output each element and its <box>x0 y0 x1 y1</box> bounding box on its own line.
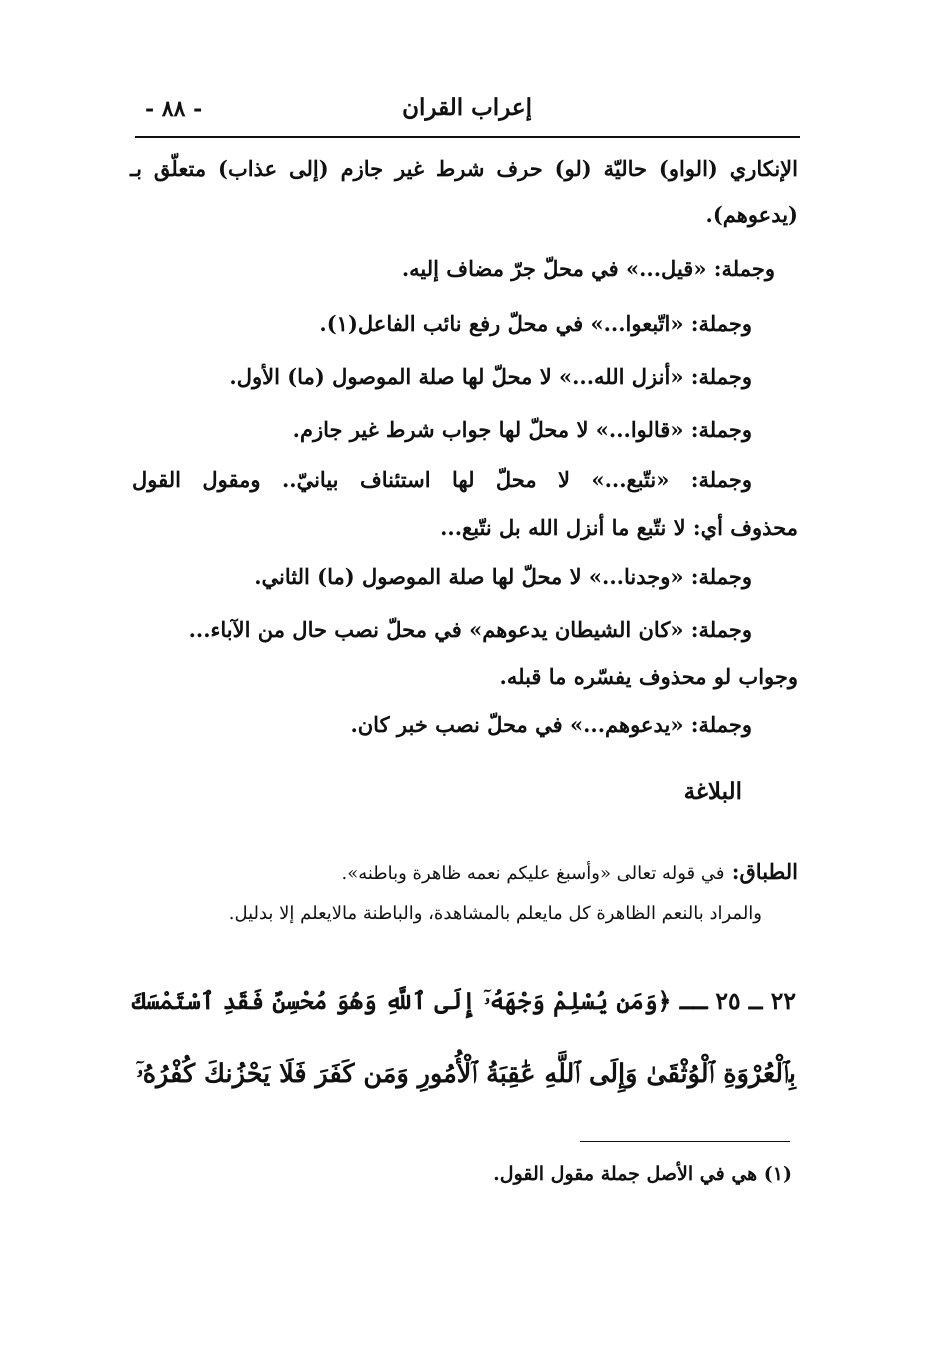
body-line: (يدعوهم). <box>705 202 798 227</box>
body-line: وجملة: «كان الشيطان يدعوهم» في محلّ نصب حال من الآباء... <box>188 617 752 642</box>
quran-verse-line-1: ٢٢ ــ ٢٥ ــ ﴿وَمَن يُسْلِمْ وَجْهَهُۥٓ إِلَى ٱللَّهِ وَهُوَ مُحْسِنٌ فَقَدِ ٱسْتَمْسَكَ <box>131 987 796 1015</box>
quran-verse-line-2: بِٱلْعُرْوَةِ ٱلْوُثْقَىٰ وَإِلَى ٱللَّهِ عَٰقِبَةُ ٱلْأُمُورِ وَمَن كَفَرَ فَلَا يَحْزُنكَ كُفْرُهُۥٓ <box>136 1059 796 1089</box>
balagha-line-2: والمراد بالنعم الظاهرة كل مايعلم بالمشاهدة، والباطنة مالايعلم إلا بدليل. <box>228 903 762 924</box>
body-line: الإنكاري (الواو) حاليّة (لو) حرف شرط غير جازم (إلى عذاب) متعلّق بـ <box>130 156 798 181</box>
running-title: إعراب القران <box>402 94 532 121</box>
body-line: وجملة: «نتّبع...» لا محلّ لها استئناف بيانيّ.. ومقول القول <box>132 467 752 492</box>
footnote: (١) هي في الأصل جملة مقول القول. <box>493 1163 792 1185</box>
body-line: محذوف أي: لا نتّبع ما أنزل الله بل نتّبع... <box>440 515 798 540</box>
body-line: وجملة: «اتّبعوا...» في محلّ رفع نائب الفاعل(١). <box>319 311 752 336</box>
body-line: وجملة: «يدعوهم...» في محلّ نصب خبر كان. <box>350 712 752 737</box>
body-line: وجملة: «قالوا...» لا محلّ لها جواب شرط غير جازم. <box>292 417 752 442</box>
footnote-divider <box>580 1141 790 1142</box>
page-number: - ٨٨ - <box>145 96 203 122</box>
body-line: وجواب لو محذوف يفسّره ما قبله. <box>499 664 798 689</box>
body-line: وجملة: «قيل...» في محلّ جرّ مضاف إليه. <box>401 256 775 281</box>
header-divider <box>135 136 800 138</box>
balagha-term: الطباق: <box>731 859 798 884</box>
body-line: وجملة: «وجدنا...» لا محلّ لها صلة الموصول (ما) الثاني. <box>254 564 752 589</box>
section-title-balagha: البلاغة <box>683 778 742 805</box>
balagha-text-1: في قوله تعالى «وأسبغ عليكم نعمه ظاهرة وباطنه». <box>341 863 725 884</box>
balagha-line-1 <box>341 857 798 889</box>
body-line: وجملة: «أنزل الله...» لا محلّ لها صلة الموصول (ما) الأول. <box>229 364 752 389</box>
page-header <box>135 92 800 132</box>
